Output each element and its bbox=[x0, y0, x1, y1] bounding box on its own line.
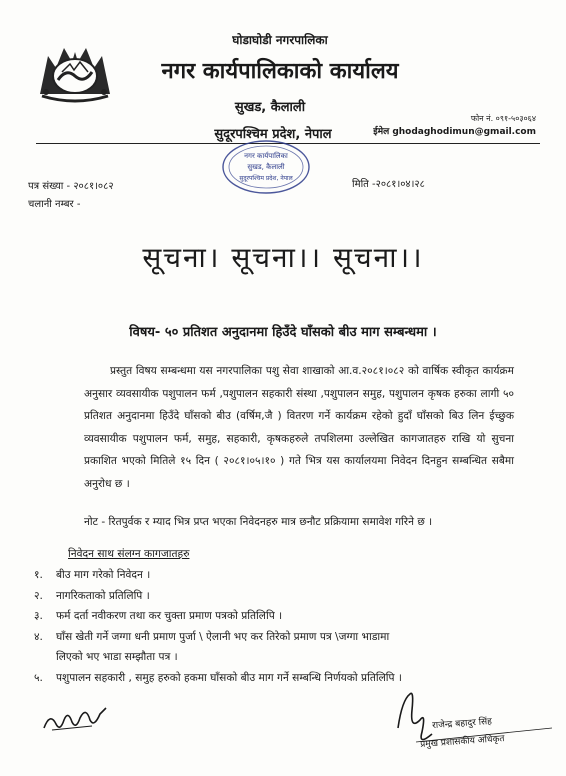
contact-email[interactable]: ईमेल ghodaghodimun@gmail.com bbox=[373, 127, 536, 137]
stamp-line-1: नगर कार्यपालिका bbox=[244, 152, 288, 160]
list-item-number: २. bbox=[34, 589, 43, 602]
contact-phone: फोन नं. ०९१-५०३०६४ bbox=[470, 114, 536, 123]
letter-date: मिति -२०८१।०४।२८ bbox=[352, 179, 425, 190]
list-item-number: ५. bbox=[34, 671, 43, 684]
signatory-title: प्रमुख प्रशासकीय अधिकृत bbox=[419, 734, 505, 750]
list-item-text: बीउ माग गरेको निवेदन । bbox=[56, 569, 151, 581]
list-item bbox=[34, 606, 534, 627]
letter-number: पत्र संख्या - २०८१।०८२ bbox=[28, 181, 114, 192]
list-item bbox=[34, 586, 534, 607]
list-item-continuation bbox=[34, 647, 534, 668]
stamp-line-3: सुदूरपश्चिम प्रदेश, नेपाल bbox=[239, 175, 293, 182]
dispatch-number: चलानी नम्बर - bbox=[28, 199, 81, 210]
signatory-name: राजेन्द्र बहादुर सिंह bbox=[431, 716, 493, 732]
body-paragraph bbox=[84, 360, 514, 495]
initials-signature bbox=[42, 702, 110, 734]
list-item bbox=[34, 627, 534, 648]
list-item-number: ३. bbox=[34, 610, 43, 622]
list-item-text: घाँस खेती गर्ने जग्गा धनी प्रमाण पुर्जा \ ऐलानी भए कर तिरेको प्रमाण पत्र \जग्गा भाडामा bbox=[56, 630, 390, 643]
office-province: सुदूरपश्चिम प्रदेश, नेपाल bbox=[214, 127, 332, 142]
note-text: नोट - रितपुर्वक र म्याद भित्र प्रप्त भएका निवेदनहरु मात्र छनौट प्रक्रियामा समावेश गरिने छ । bbox=[84, 516, 433, 528]
body-text: प्रस्तुत विषय सम्बन्धमा यस नगरपालिका पशु सेवा शाखाको आ.व.२०८१।०८२ को वार्षिक स्वीकृत कार्यक्रम अनुसार व्यवसायीक पशुपालन फर्म ,पशुपालन सहकारी संस्था ,पशुपालन समुह, पशुपालन कृषक हरुका लागी ५० प्रतिशत अनुदानमा हिउँदे घाँसको बीउ (वर्षिम,जै ) वितरण गर्ने कार्यक्रम रहेको हुदाँ घाँसको बिउ लिन ईच्छुक व्यवसायीक पशुपालन फर्म, समुह, सहकारी, कृषकहरुले तपशिलमा उल्लेखित कागजातहरु राखि यो सुचना प्रकाशित भएको मितिले १५ दिन ( २०८१।०५।१० ) गते भित्र यस कार्यालयमा निवेदन दिनहुन सम्बन्धित सबैमा अनुरोध छ । bbox=[84, 365, 514, 490]
attachments-list bbox=[34, 565, 534, 688]
list-item-text: फर्म दर्ता नवीकरण तथा कर चुक्ता प्रमाण पत्रको प्रतिलिपि । bbox=[56, 610, 283, 622]
list-item bbox=[34, 565, 534, 586]
office-title: नगर कार्यपालिकाको कार्यालय bbox=[161, 59, 399, 84]
municipality-name: घोडाघोडी नगरपालिका bbox=[232, 33, 328, 47]
attachments-title: निवेदन साथ संलग्न कागजातहरु bbox=[68, 548, 190, 560]
stamp-line-2: सुखड, कैलाली bbox=[247, 163, 285, 171]
list-item-text: पशुपालन सहकारी , समुह हरुको हकमा घाँसको बीउ माग गर्ने सम्बन्धि निर्णयको प्रतिलिपि । bbox=[56, 671, 402, 684]
list-item-text: नागरिकताको प्रतिलिपि । bbox=[56, 589, 150, 602]
notice-heading: सूचना। सूचना।। सूचना।। bbox=[142, 241, 424, 274]
office-district: सुखड, कैलाली bbox=[234, 100, 306, 115]
subject-line: विषय- ५० प्रतिशत अनुदानमा हिउँदे घाँसको बीउ माग सम्बन्धमा । bbox=[129, 325, 437, 340]
list-item-number: ४. bbox=[34, 630, 43, 643]
municipality-emblem-logo bbox=[36, 42, 114, 106]
list-item-number: १. bbox=[34, 569, 43, 581]
official-stamp bbox=[220, 138, 312, 196]
list-item-text: लिएको भए भाडा सम्झौता पत्र । bbox=[56, 651, 178, 663]
